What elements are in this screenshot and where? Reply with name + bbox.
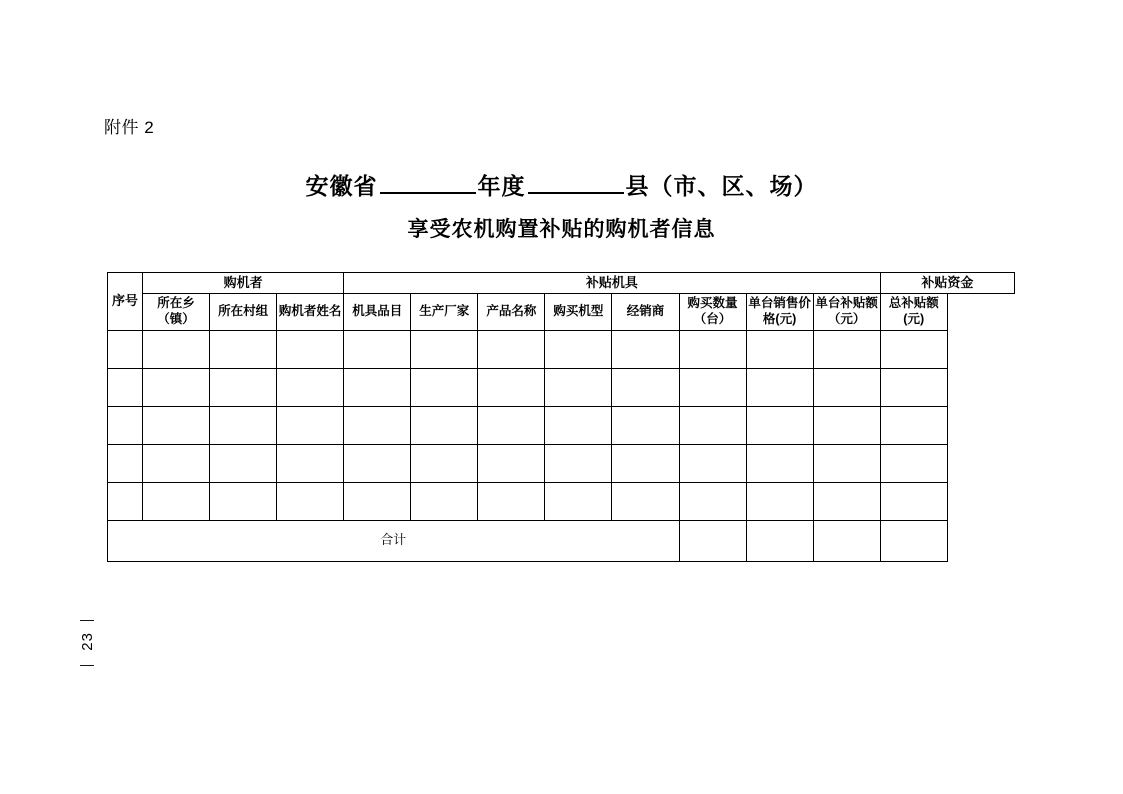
header-total-subsidy: 总补贴额(元) (880, 294, 947, 330)
header-unit-price: 单台销售价格(元) (746, 294, 813, 330)
cell-township[interactable] (143, 368, 210, 406)
cell-quantity[interactable] (679, 406, 746, 444)
cell-dealer[interactable] (612, 368, 679, 406)
cell-product-name[interactable] (478, 482, 545, 520)
cell-total-subsidy[interactable] (880, 330, 947, 368)
year-blank (380, 169, 476, 194)
title-line-2: 享受农机购置补贴的购机者信息 (407, 218, 716, 241)
total-label: 合计 (108, 520, 680, 561)
table-row (108, 368, 1015, 406)
table-row (108, 482, 1015, 520)
total-unit-subsidy[interactable] (813, 520, 880, 561)
cell-buyer-name[interactable] (277, 482, 344, 520)
header-manufacturer: 生产厂家 (411, 294, 478, 330)
cell-unit-price[interactable] (746, 444, 813, 482)
buyer-info-table (107, 272, 1015, 562)
cell-township[interactable] (143, 444, 210, 482)
cell-total-subsidy[interactable] (880, 482, 947, 520)
cell-unit-subsidy[interactable] (813, 482, 880, 520)
cell-buyer-name[interactable] (277, 406, 344, 444)
cell-buyer-name[interactable] (277, 330, 344, 368)
header-seq: 序号 (108, 273, 143, 331)
cell-manufacturer[interactable] (411, 444, 478, 482)
header-quantity: 购买数量（台） (679, 294, 746, 330)
table-group-header-row (108, 273, 1015, 294)
cell-unit-subsidy[interactable] (813, 368, 880, 406)
title-county-label: 县（市、区、场） (625, 173, 818, 199)
header-model: 购买机型 (545, 294, 612, 330)
table-row (108, 330, 1015, 368)
cell-unit-subsidy[interactable] (813, 330, 880, 368)
cell-model[interactable] (545, 482, 612, 520)
header-group-machine: 补贴机具 (344, 273, 881, 294)
page-mark-bottom: — (80, 655, 94, 672)
title-line-1 (0, 168, 1123, 201)
title-year-label: 年度 (477, 173, 526, 199)
cell-machine-category[interactable] (344, 406, 411, 444)
county-blank (528, 169, 624, 194)
table-total-row (108, 520, 1015, 561)
cell-dealer[interactable] (612, 444, 679, 482)
total-total-subsidy[interactable] (880, 520, 947, 561)
cell-total-subsidy[interactable] (880, 444, 947, 482)
cell-village[interactable] (210, 330, 277, 368)
cell-township[interactable] (143, 406, 210, 444)
cell-product-name[interactable] (478, 406, 545, 444)
header-buyer-name: 购机者姓名 (277, 294, 344, 330)
cell-machine-category[interactable] (344, 482, 411, 520)
cell-township[interactable] (143, 330, 210, 368)
cell-unit-subsidy[interactable] (813, 444, 880, 482)
page-number-value: 23 (78, 632, 96, 651)
cell-village[interactable] (210, 406, 277, 444)
page-title (0, 168, 1123, 243)
page-mark-top: — (80, 611, 94, 627)
total-unit-price[interactable] (746, 520, 813, 561)
cell-unit-price[interactable] (746, 482, 813, 520)
cell-manufacturer[interactable] (411, 368, 478, 406)
cell-machine-category[interactable] (344, 444, 411, 482)
header-product-name: 产品名称 (478, 294, 545, 330)
cell-manufacturer[interactable] (411, 330, 478, 368)
cell-village[interactable] (210, 444, 277, 482)
cell-product-name[interactable] (478, 368, 545, 406)
cell-unit-price[interactable] (746, 368, 813, 406)
cell-model[interactable] (545, 444, 612, 482)
cell-manufacturer[interactable] (411, 406, 478, 444)
attachment-label: 附件 2 (104, 118, 155, 137)
header-dealer: 经销商 (612, 294, 679, 330)
cell-product-name[interactable] (478, 330, 545, 368)
page-number (72, 612, 102, 671)
header-unit-subsidy: 单台补贴额（元） (813, 294, 880, 330)
cell-total-subsidy[interactable] (880, 406, 947, 444)
header-group-buyer: 购机者 (143, 273, 344, 294)
cell-machine-category[interactable] (344, 368, 411, 406)
cell-quantity[interactable] (679, 444, 746, 482)
cell-unit-price[interactable] (746, 330, 813, 368)
header-township: 所在乡（镇） (143, 294, 210, 330)
header-group-subsidy: 补贴资金 (880, 273, 1014, 294)
cell-total-subsidy[interactable] (880, 368, 947, 406)
cell-seq[interactable] (108, 444, 143, 482)
cell-model[interactable] (545, 368, 612, 406)
cell-dealer[interactable] (612, 482, 679, 520)
cell-township[interactable] (143, 482, 210, 520)
cell-village[interactable] (210, 368, 277, 406)
cell-manufacturer[interactable] (411, 482, 478, 520)
cell-product-name[interactable] (478, 444, 545, 482)
header-machine-category: 机具品目 (344, 294, 411, 330)
cell-seq[interactable] (108, 330, 143, 368)
cell-dealer[interactable] (612, 330, 679, 368)
table-row (108, 406, 1015, 444)
cell-quantity[interactable] (679, 330, 746, 368)
cell-model[interactable] (545, 330, 612, 368)
cell-dealer[interactable] (612, 406, 679, 444)
cell-quantity[interactable] (679, 368, 746, 406)
cell-unit-price[interactable] (746, 406, 813, 444)
cell-seq[interactable] (108, 482, 143, 520)
title-province: 安徽省 (305, 173, 378, 199)
cell-unit-subsidy[interactable] (813, 406, 880, 444)
cell-buyer-name[interactable] (277, 444, 344, 482)
table-column-header-row (108, 294, 1015, 330)
header-village: 所在村组 (210, 294, 277, 330)
cell-seq[interactable] (108, 368, 143, 406)
cell-seq[interactable] (108, 406, 143, 444)
table-row (108, 444, 1015, 482)
cell-model[interactable] (545, 406, 612, 444)
cell-machine-category[interactable] (344, 330, 411, 368)
cell-buyer-name[interactable] (277, 368, 344, 406)
cell-village[interactable] (210, 482, 277, 520)
cell-quantity[interactable] (679, 482, 746, 520)
total-quantity[interactable] (679, 520, 746, 561)
